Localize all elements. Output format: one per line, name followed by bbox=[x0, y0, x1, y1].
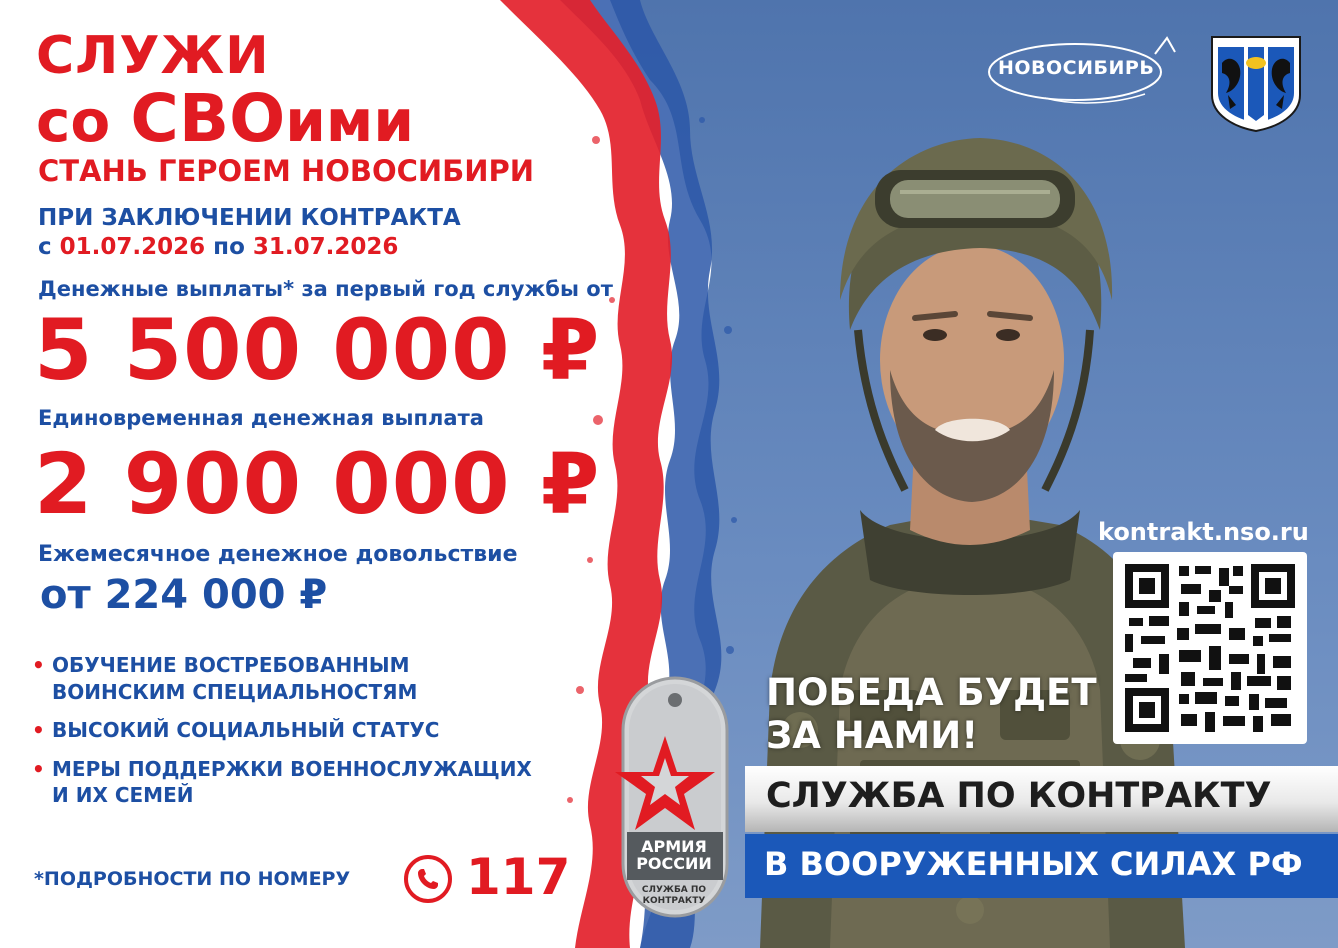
contract-title: ПРИ ЗАКЛЮЧЕНИИ КОНТРАКТА bbox=[38, 205, 461, 231]
qr-code bbox=[1113, 552, 1307, 744]
slogan-line2: ЗА НАМИ! bbox=[766, 713, 979, 757]
phone-icon bbox=[404, 855, 452, 903]
contract-service-text: СЛУЖБА ПО КОНТРАКТУ bbox=[766, 776, 1272, 816]
one-time-payment-amount: 2 900 000 ₽ bbox=[34, 435, 601, 533]
headline-sluzhi: СЛУЖИ bbox=[36, 26, 270, 86]
novosibir-logo-text: НОВОСИБИРЬ bbox=[998, 57, 1155, 79]
details-footnote: *ПОДРОБНОСТИ ПО НОМЕРУ bbox=[34, 868, 351, 890]
armed-forces-text: В ВООРУЖЕННЫХ СИЛАХ РФ bbox=[764, 845, 1303, 883]
first-year-payment-label: Денежные выплаты* за первый год службы от bbox=[38, 277, 613, 301]
headline-so-svoimi: со СВОими bbox=[36, 80, 414, 157]
list-item: • МЕРЫ ПОДДЕРЖКИ ВОЕННОСЛУЖАЩИХ И ИХ СЕМЕЙ bbox=[32, 756, 532, 808]
list-item: • ОБУЧЕНИЕ ВОСТРЕБОВАННЫМ ВОИНСКИМ СПЕЦИАЛЬНОСТЯМ bbox=[32, 653, 418, 704]
website-url: kontrakt.nso.ru bbox=[1098, 518, 1309, 546]
monthly-allowance-amount: от 224 000 ₽ bbox=[40, 572, 328, 618]
bullet-icon: • bbox=[32, 756, 45, 781]
slogan-line1: ПОБЕДА БУДЕТ bbox=[766, 671, 1097, 714]
monthly-allowance-label: Ежемесячное денежное довольствие bbox=[38, 542, 518, 567]
benefits-list bbox=[32, 652, 632, 821]
slogan bbox=[766, 672, 1097, 757]
contract-dates: с 01.07.2026 по 31.07.2026 bbox=[38, 234, 399, 260]
tag-sluzhba-text: СЛУЖБА ПО КОНТРАКТУ bbox=[641, 885, 707, 906]
bullet-icon: • bbox=[32, 653, 45, 677]
coat-of-arms-icon bbox=[1208, 33, 1304, 133]
bullet-icon: • bbox=[32, 718, 45, 743]
phone-number: 117 bbox=[466, 848, 571, 906]
first-year-payment-amount: 5 500 000 ₽ bbox=[34, 301, 601, 399]
headline-hero: СТАНЬ ГЕРОЕМ НОВОСИБИРИ bbox=[38, 154, 535, 188]
list-item: • ВЫСОКИЙ СОЦИАЛЬНЫЙ СТАТУС bbox=[32, 718, 440, 743]
tag-armiya-text: АРМИЯ РОССИИ bbox=[636, 837, 712, 874]
one-time-payment-label: Единовременная денежная выплата bbox=[38, 406, 484, 430]
